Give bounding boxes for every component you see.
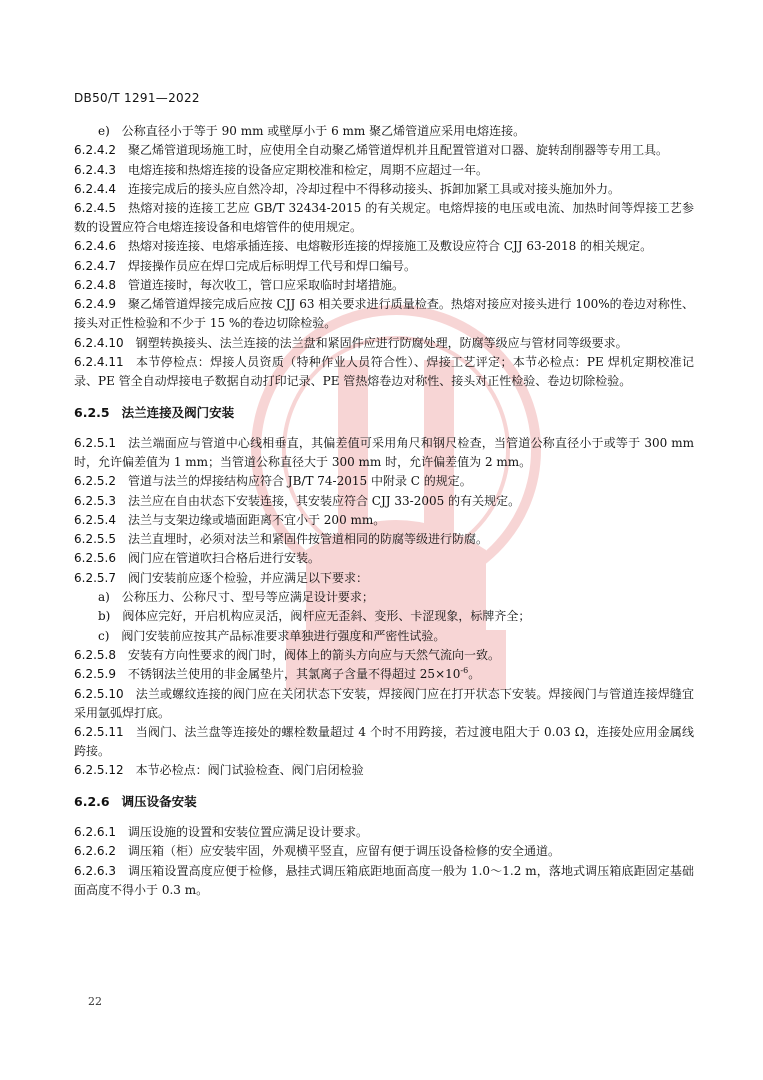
clause-paragraph — [74, 685, 694, 723]
clause-text: 法兰直埋时，必须对法兰和紧固件按管道相同的防腐等级进行防腐。 — [127, 532, 488, 547]
clause-text: 本节停检点：焊接人员资质（特种作业人员符合性）、焊接工艺评定；本节必检点：PE 焊机定期校准记录、PE 管全自动焊接电子数据自动打印记录、PE 管热熔卷边对称性、接头对正性检验、卷边切除检验。 — [74, 354, 694, 388]
clause-paragraph — [74, 161, 694, 180]
list-item — [74, 122, 694, 141]
clause-paragraph — [74, 472, 694, 491]
clause-text: 调压箱设置高度应便于检修，悬挂式调压箱底距地面高度一般为 1.0～1.2 m，落地式调压箱底距固定基础面高度不得小于 0.3 m。 — [74, 863, 694, 897]
clause-paragraph — [74, 237, 694, 256]
list-item — [74, 627, 694, 646]
clause-number: 6.2.5.8 — [74, 647, 116, 662]
clause-number: 6.2.4.4 — [74, 181, 116, 196]
clause-text: 管道与法兰的焊接结构应符合 JB/T 74-2015 中附录 C 的规定。 — [127, 474, 472, 489]
clause-number: 6.2.5.9 — [74, 667, 116, 682]
clause-text: 法兰或螺纹连接的阀门应在关闭状态下安装，焊接阀门应在打开状态下安装。焊接阀门与管道连接焊缝宜采用氩弧焊打底。 — [74, 686, 694, 720]
section-title: 调压设备安装 — [121, 794, 197, 810]
clause-number: 6.2.4.10 — [74, 335, 124, 350]
section-heading — [74, 403, 694, 422]
clause-number: 6.2.4.8 — [74, 278, 116, 293]
clause-text: 阀门安装前应逐个检验，并应满足以下要求： — [127, 570, 368, 585]
clause-paragraph — [74, 199, 694, 237]
clause-paragraph — [74, 842, 694, 861]
clause-text: 本节必检点：阀门试验检查、阀门启闭检验 — [135, 763, 364, 778]
clause-number: 6.2.5.7 — [74, 570, 116, 585]
clause-paragraph — [74, 569, 694, 588]
clause-text: 聚乙烯管道焊接完成后应按 CJJ 63 相关要求进行质量检查。热熔对接应对接头进行 100%的卷边对称性、接头对正性检验和不少于 15 %的卷边切除检验。 — [74, 297, 694, 331]
section-number: 6.2.5 — [74, 404, 110, 420]
document-body — [74, 122, 694, 900]
clause-number: 6.2.4.11 — [74, 354, 124, 369]
list-item-text: 阀门安装前应按其产品标准要求单独进行强度和严密性试验。 — [121, 628, 446, 643]
document-code: DB50/T 1291—2022 — [74, 91, 200, 105]
clause-paragraph — [74, 141, 694, 160]
clause-paragraph — [74, 257, 694, 276]
clause-text: 法兰与支架边缘或墙面距离不宜小于 200 mm。 — [127, 512, 386, 527]
section-title: 法兰连接及阀门安装 — [121, 404, 235, 420]
page-number: 22 — [88, 995, 102, 1008]
clause-number: 6.2.5.2 — [74, 474, 116, 489]
clause-number: 6.2.5.5 — [74, 532, 116, 547]
section-heading — [74, 792, 694, 811]
clause-text: 安装有方向性要求的阀门时，阀体上的箭头方向应与天然气流向一致。 — [127, 647, 500, 662]
clause-paragraph — [74, 862, 694, 900]
clause-paragraph — [74, 334, 694, 353]
list-item — [74, 588, 694, 607]
clause-paragraph — [74, 295, 694, 333]
clause-number: 6.2.4.2 — [74, 143, 116, 158]
clause-paragraph — [74, 646, 694, 665]
clause-text: 调压设施的设置和安装位置应满足设计要求。 — [127, 825, 368, 840]
clause-paragraph — [74, 530, 694, 549]
clause-text: 管道连接时，每次收工，管口应采取临时封堵措施。 — [127, 278, 404, 293]
clause-text: 当阀门、法兰盘等连接处的螺栓数量超过 4 个时不用跨接，若过渡电阻大于 0.03 Ω，连接处应用金属线跨接。 — [74, 724, 694, 758]
clause-number: 6.2.5.3 — [74, 493, 116, 508]
clause-number: 6.2.5.10 — [74, 686, 124, 701]
list-item — [74, 607, 694, 626]
clause-number: 6.2.4.3 — [74, 162, 116, 177]
clause-paragraph — [74, 353, 694, 391]
clause-number: 6.2.5.12 — [74, 763, 124, 778]
clause-paragraph — [74, 665, 694, 684]
clause-number: 6.2.4.9 — [74, 297, 116, 312]
clause-number: 6.2.6.2 — [74, 844, 116, 859]
clause-paragraph — [74, 723, 694, 761]
clause-paragraph — [74, 823, 694, 842]
clause-number: 6.2.5.1 — [74, 435, 116, 450]
superscript: -6 — [460, 666, 469, 676]
clause-text: 阀门应在管道吹扫合格后进行安装。 — [127, 551, 320, 566]
clause-text: 钢塑转换接头、法兰连接的法兰盘和紧固件应进行防腐处理，防腐等级应与管材同等级要求。 — [135, 335, 628, 350]
clause-number: 6.2.5.11 — [74, 724, 124, 739]
clause-text: 法兰端面应与管道中心线相垂直，其偏差值可采用角尺和钢尺检查，当管道公称直径小于或等于 300 mm 时，允许偏差值为 1 mm；当管道公称直径大于 300 mm 时，允许偏差值为 2 mm。 — [74, 435, 694, 469]
clause-text: 热熔对接的连接工艺应 GB/T 32434-2015 的有关规定。电熔焊接的电压或电流、加热时间等焊接工艺参数的设置应符合电熔连接设备和电熔管件的使用规定。 — [74, 201, 694, 235]
clause-paragraph — [74, 434, 694, 472]
clause-text: 法兰应在自由状态下安装连接，其安装应符合 CJJ 33-2005 的有关规定。 — [127, 493, 521, 508]
list-marker: c) — [98, 628, 110, 643]
clause-text-tail: 。 — [468, 667, 481, 682]
clause-text: 调压箱（柜）应安装牢固，外观横平竖直，应留有便于调压设备检修的安全通道。 — [127, 844, 560, 859]
section-number: 6.2.6 — [74, 794, 110, 810]
clause-paragraph — [74, 276, 694, 295]
clause-number: 6.2.6.1 — [74, 825, 116, 840]
clause-paragraph — [74, 492, 694, 511]
list-marker: a) — [98, 590, 110, 605]
clause-number: 6.2.5.6 — [74, 551, 116, 566]
list-item-text: 公称直径小于等于 90 mm 或壁厚小于 6 mm 聚乙烯管道应采用电熔连接。 — [121, 124, 526, 138]
clause-text: 电熔连接和热熔连接的设备应定期校准和检定，周期不应超过一年。 — [127, 162, 488, 177]
clause-paragraph — [74, 549, 694, 568]
list-item-text: 阀体应完好，开启机构应灵活，阀杆应无歪斜、变形、卡涩现象，标牌齐全； — [122, 609, 531, 624]
clause-number: 6.2.5.4 — [74, 512, 116, 527]
clause-text: 连接完成后的接头应自然冷却，冷却过程中不得移动接头、拆卸加紧工具或对接头施加外力。 — [127, 181, 620, 196]
clause-paragraph — [74, 761, 694, 780]
list-item-text: 公称压力、公称尺寸、型号等应满足设计要求； — [121, 590, 374, 605]
clause-paragraph — [74, 180, 694, 199]
clause-number: 6.2.4.7 — [74, 258, 116, 273]
clause-text: 焊接操作员应在焊口完成后标明焊工代号和焊口编号。 — [127, 258, 416, 273]
clause-number: 6.2.4.6 — [74, 239, 116, 254]
clause-text: 热熔对接连接、电熔承插连接、电熔鞍形连接的焊接施工及敷设应符合 CJJ 63-2018 的相关规定。 — [127, 239, 653, 254]
clause-text: 聚乙烯管道现场施工时，应使用全自动聚乙烯管道焊机并且配置管道对口器、旋转刮削器等专用工具。 — [127, 143, 668, 158]
list-marker: b) — [98, 609, 111, 624]
clause-text: 不锈钢法兰使用的非金属垫片，其氯离子含量不得超过 25×10 — [127, 667, 461, 682]
clause-paragraph — [74, 511, 694, 530]
clause-number: 6.2.4.5 — [74, 201, 116, 216]
list-marker: e) — [98, 124, 110, 138]
clause-number: 6.2.6.3 — [74, 863, 116, 878]
